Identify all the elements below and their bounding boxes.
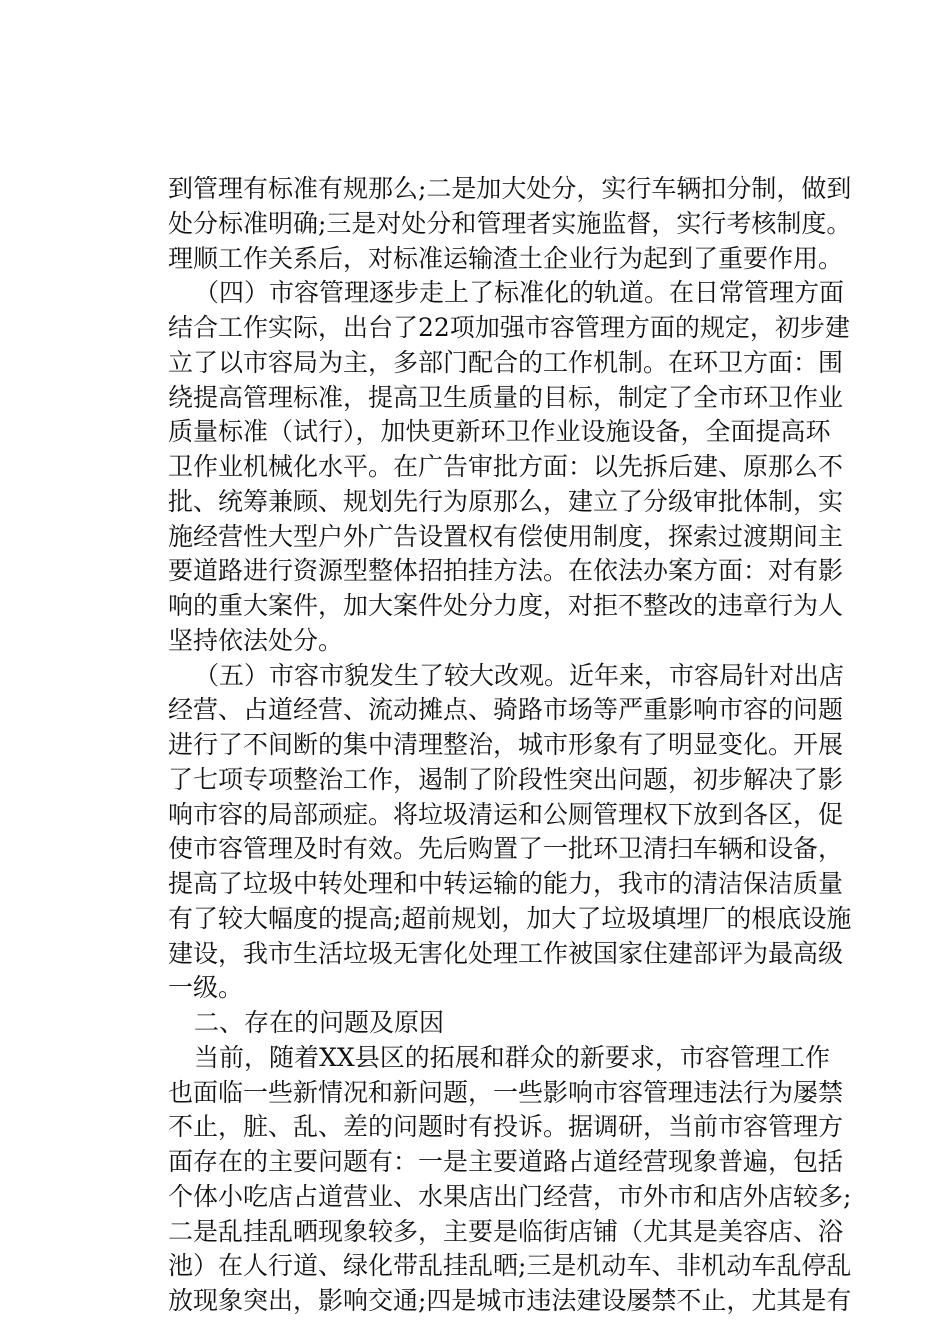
text-line: 卫作业机械化水平。在广告审批方面：以先拆后建、原那么不 [168,452,844,481]
text-line: 立了以市容局为主，多部门配合的工作机制。在环卫方面：围 [168,347,844,377]
text-line: 个体小吃店占道营业、水果店出门经营，市外市和店外店较多; [168,1181,852,1211]
text-line: 经营、占道经营、流动摊点、骑路市场等严重影响市容的问题 [168,695,844,725]
text-line: 放现象突出，影响交通;四是城市违法建设屡禁不止，尤其是有 [168,1286,852,1315]
text-line: 批、统筹兼顾、规划先行为原那么，建立了分级审批体制，实 [168,486,844,516]
text-line: 不止，脏、乱、差的问题时有投诉。据调研，当前市容管理方 [168,1112,844,1142]
text-line: 建设，我市生活垃圾无害化处理工作被国家住建部评为最高级 [168,938,844,968]
text-line: 施经营性大型户外广告设置权有偿使用制度，探索过渡期间主 [168,521,844,551]
text-line: 响市容的局部顽症。将垃圾清运和公厕管理权下放到各区，促 [168,799,844,829]
text-line: 有了较大幅度的提高;超前规划，加大了垃圾填埋厂的根底设施 [168,903,852,933]
text-line: 处分标准明确;三是对处分和管理者实施监督，实行考核制度。 [168,208,852,238]
text-line: 提高了垃圾中转处理和中转运输的能力，我市的清洁保洁质量 [168,869,844,898]
text-line: 一级。 [168,973,244,1003]
text-line: 坚持依法处分。 [168,625,344,655]
text-line: 当前，随着XX县区的拓展和群众的新要求，市容管理工作 [194,1042,830,1072]
text-line: 池）在人行道、绿化带乱挂乱晒;三是机动车、非机动车乱停乱 [168,1251,852,1281]
text-line: 到管理有标准有规那么;二是加大处分，实行车辆扣分制，做到 [168,174,852,203]
text-line: 结合工作实际，出台了22项加强市容管理方面的规定，初步建 [168,313,850,342]
text-line: 二是乱挂乱晒现象较多，主要是临街店铺（尤其是美容店、浴 [168,1216,844,1246]
text-line: 使市容管理及时有效。先后购置了一批环卫清扫车辆和设备， [168,834,844,864]
text-line: 要道路进行资源型整体招拍挂方法。在依法办案方面：对有影 [168,556,844,586]
text-line: 二、存在的问题及原因 [194,1008,445,1037]
text-line: 也面临一些新情况和新问题，一些影响市容管理违法行为屡禁 [168,1077,844,1107]
text-line: 理顺工作关系后，对标准运输渣土企业行为起到了重要作用。 [168,243,844,273]
text-line: （四）市容管理逐步走上了标准化的轨道。在日常管理方面 [194,278,845,308]
text-line: （五）市容市貌发生了较大改观。近年来，市容局针对出店 [194,660,845,690]
text-line: 了七项专项整治工作，遏制了阶段性突出问题，初步解决了影 [168,764,844,794]
text-line: 绕提高管理标准，提高卫生质量的目标，制定了全市环卫作业 [168,382,844,412]
document-page [168,172,852,1319]
text-line: 面存在的主要问题有：一是主要道路占道经营现象普遍，包括 [168,1147,844,1176]
text-line: 质量标准（试行），加快更新环卫作业设施设备，全面提高环 [168,417,831,447]
text-line: 响的重大案件，加大案件处分力度，对拒不整改的违章行为人 [168,591,844,620]
text-line: 进行了不间断的集中清理整治，城市形象有了明显变化。开展 [168,730,844,759]
